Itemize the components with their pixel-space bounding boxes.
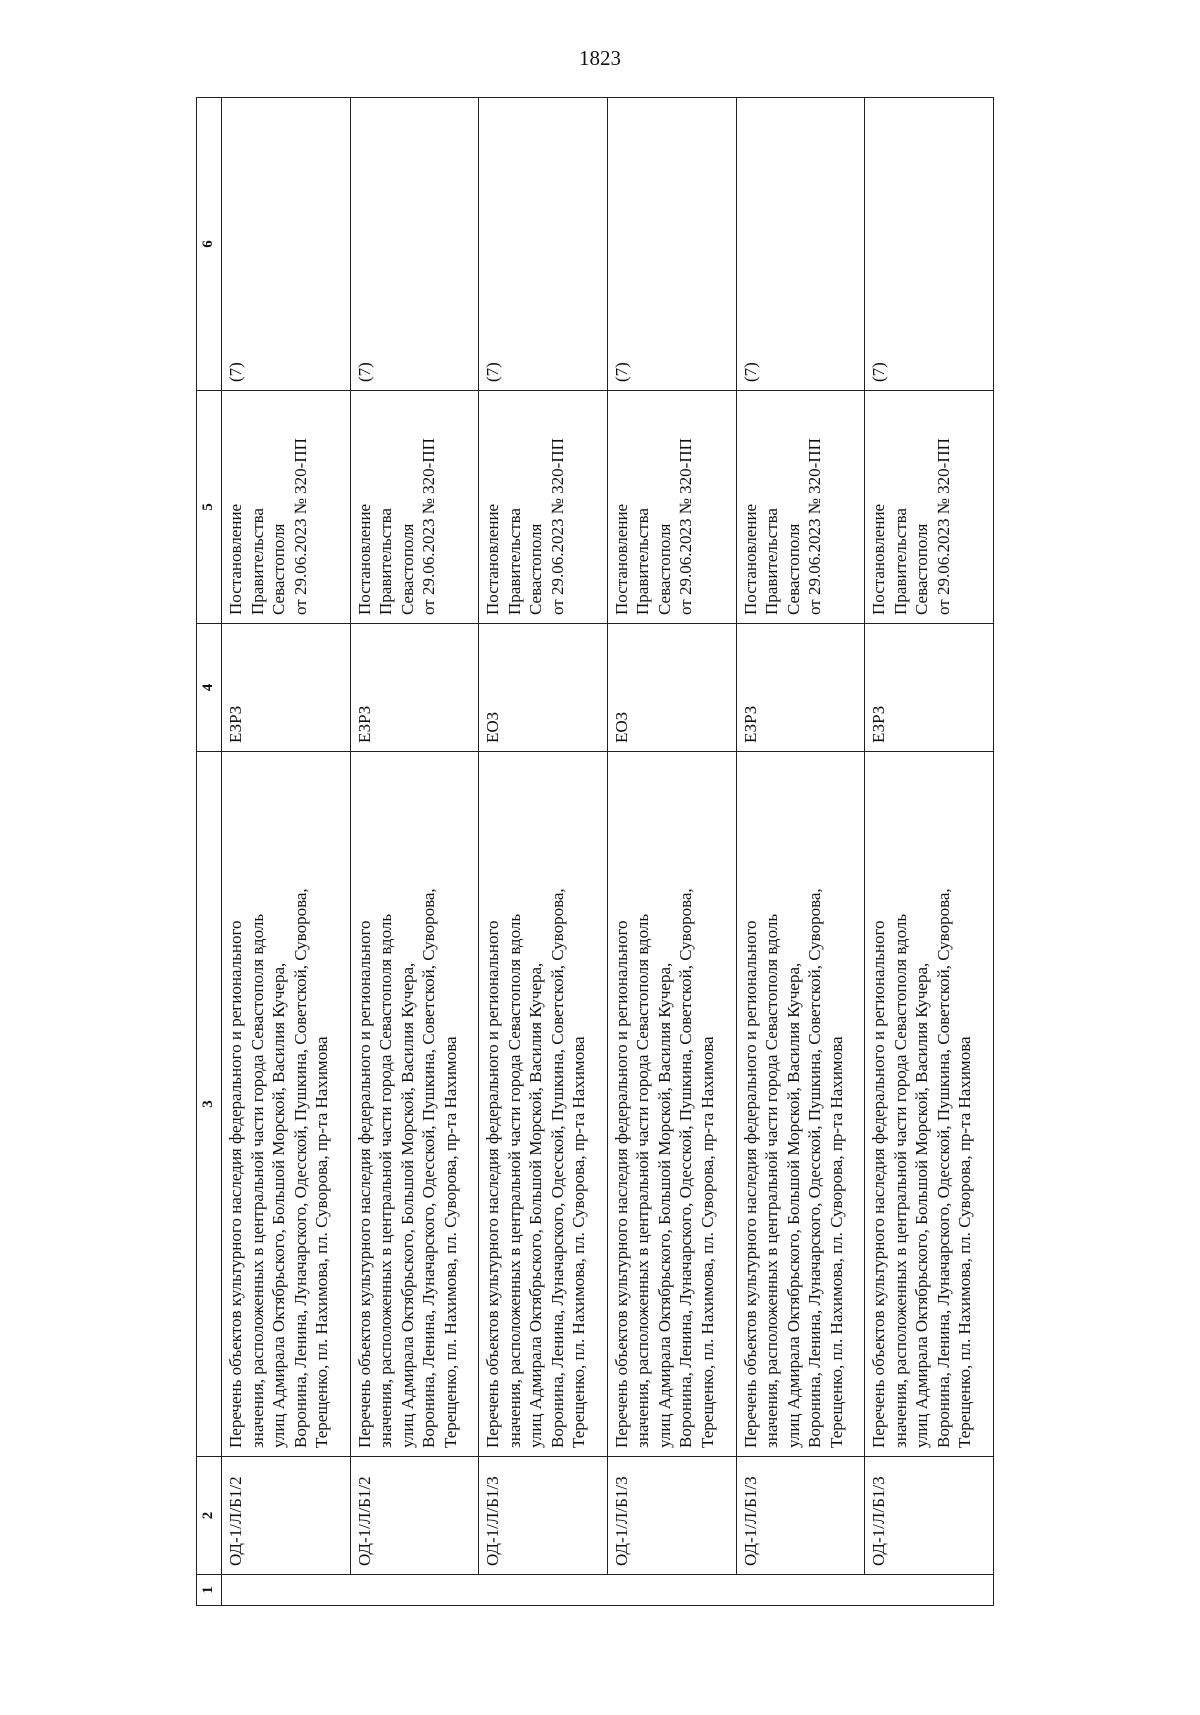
zone-type-cell: ЕОЗ <box>479 624 608 752</box>
basis-cell: Постановление Правительства Севастополя от 29.06.2023 № 320-ПП <box>222 391 351 624</box>
table-header-row <box>197 98 222 1606</box>
table-row <box>607 98 736 1606</box>
column-header: 4 <box>197 624 222 752</box>
description-cell: Перечень объектов культурного наследия федерального и регионального значения, расположенных в центральной части города Севастополя вдоль улиц Адмирала Октябрьского, Большой Морской, Василия Кучера, Воронина, Ленина, Луначарского, Одесской, Пушкина, Советской, Суворова, Терещенко, пл. Нахимова, пл. Суворова, пр-та Нахимова <box>350 752 479 1457</box>
note-cell: (7) <box>350 98 479 391</box>
zone-code-cell: ОД-1/Л/Б1/2 <box>350 1457 479 1575</box>
zone-type-cell: ЕОЗ <box>607 624 736 752</box>
table-row <box>350 98 479 1606</box>
note-cell: (7) <box>865 98 994 391</box>
table-row <box>222 98 351 1606</box>
basis-cell: Постановление Правительства Севастополя от 29.06.2023 № 320-ПП <box>607 391 736 624</box>
basis-cell: Постановление Правительства Севастополя от 29.06.2023 № 320-ПП <box>736 391 865 624</box>
note-cell: (7) <box>607 98 736 391</box>
zone-type-cell: ЕЗРЗ <box>222 624 351 752</box>
zone-type-cell: ЕЗРЗ <box>736 624 865 752</box>
column-header: 1 <box>197 1575 222 1606</box>
note-cell: (7) <box>479 98 608 391</box>
table-row <box>865 98 994 1606</box>
description-cell: Перечень объектов культурного наследия федерального и регионального значения, расположенных в центральной части города Севастополя вдоль улиц Адмирала Октябрьского, Большой Морской, Василия Кучера, Воронина, Ленина, Луначарского, Одесской, Пушкина, Советской, Суворова, Терещенко, пл. Нахимова, пл. Суворова, пр-та Нахимова <box>736 752 865 1457</box>
column-header: 6 <box>197 98 222 391</box>
description-cell: Перечень объектов культурного наследия федерального и регионального значения, расположенных в центральной части города Севастополя вдоль улиц Адмирала Октябрьского, Большой Морской, Василия Кучера, Воронина, Ленина, Луначарского, Одесской, Пушкина, Советской, Суворова, Терещенко, пл. Нахимова, пл. Суворова, пр-та Нахимова <box>222 752 351 1457</box>
note-cell: (7) <box>222 98 351 391</box>
rotated-table-container <box>196 98 994 1606</box>
table-row <box>736 98 865 1606</box>
table-row <box>479 98 608 1606</box>
description-cell: Перечень объектов культурного наследия федерального и регионального значения, расположенных в центральной части города Севастополя вдоль улиц Адмирала Октябрьского, Большой Морской, Василия Кучера, Воронина, Ленина, Луначарского, Одесской, Пушкина, Советской, Суворова, Терещенко, пл. Нахимова, пл. Суворова, пр-та Нахимова <box>865 752 994 1457</box>
basis-cell: Постановление Правительства Севастополя от 29.06.2023 № 320-ПП <box>479 391 608 624</box>
document-table <box>196 97 994 1606</box>
page-number: 1823 <box>579 46 621 70</box>
description-cell: Перечень объектов культурного наследия федерального и регионального значения, расположенных в центральной части города Севастополя вдоль улиц Адмирала Октябрьского, Большой Морской, Василия Кучера, Воронина, Ленина, Луначарского, Одесской, Пушкина, Советской, Суворова, Терещенко, пл. Нахимова, пл. Суворова, пр-та Нахимова <box>479 752 608 1457</box>
zone-code-cell: ОД-1/Л/Б1/2 <box>222 1457 351 1575</box>
description-cell: Перечень объектов культурного наследия федерального и регионального значения, расположенных в центральной части города Севастополя вдоль улиц Адмирала Октябрьского, Большой Морской, Василия Кучера, Воронина, Ленина, Луначарского, Одесской, Пушкина, Советской, Суворова, Терещенко, пл. Нахимова, пл. Суворова, пр-та Нахимова <box>607 752 736 1457</box>
zone-code-cell: ОД-1/Л/Б1/3 <box>607 1457 736 1575</box>
column-header: 2 <box>197 1457 222 1575</box>
column-header: 5 <box>197 391 222 624</box>
zone-type-cell: ЕЗРЗ <box>350 624 479 752</box>
basis-cell: Постановление Правительства Севастополя от 29.06.2023 № 320-ПП <box>350 391 479 624</box>
note-cell: (7) <box>736 98 865 391</box>
zone-code-cell: ОД-1/Л/Б1/3 <box>479 1457 608 1575</box>
column-1-cell <box>222 1575 994 1606</box>
basis-cell: Постановление Правительства Севастополя от 29.06.2023 № 320-ПП <box>865 391 994 624</box>
column-header: 3 <box>197 752 222 1457</box>
zone-type-cell: ЕЗРЗ <box>865 624 994 752</box>
zone-code-cell: ОД-1/Л/Б1/3 <box>865 1457 994 1575</box>
zone-code-cell: ОД-1/Л/Б1/3 <box>736 1457 865 1575</box>
